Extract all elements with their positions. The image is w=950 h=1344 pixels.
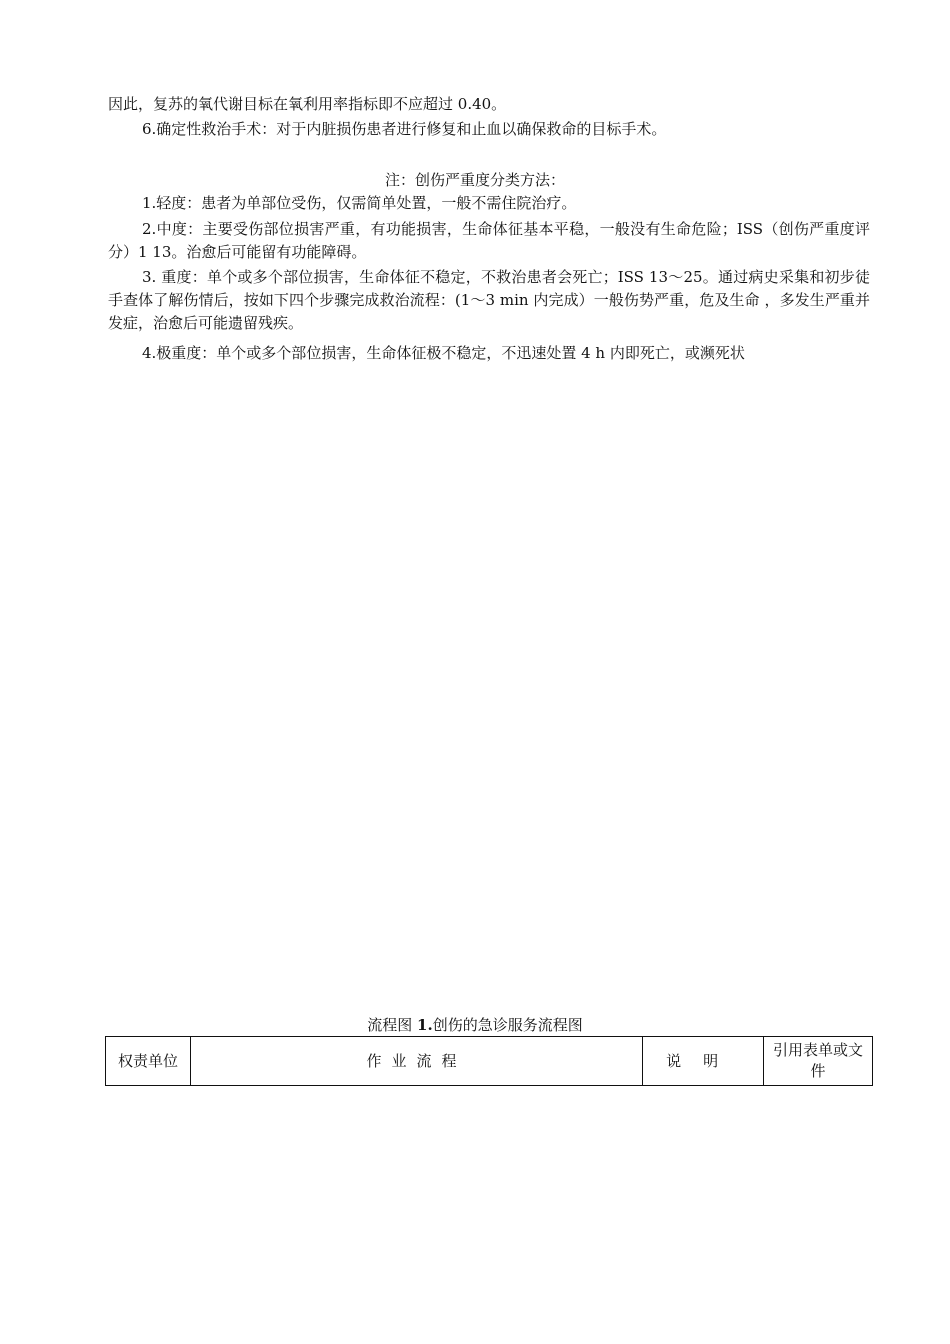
paragraph-definitive-surgery: 6.确定性救治手术：对于内脏损伤患者进行修复和止血以确保救命的目标手术。	[142, 120, 667, 138]
figure-caption	[0, 1015, 950, 1035]
header-referenced-forms: 引用表单或文件	[764, 1037, 873, 1086]
figure-caption-number: 1.	[417, 1016, 433, 1034]
figure-caption-title: 创伤的急诊服务流程图	[432, 1016, 583, 1034]
note-item-severe: 3. 重度：单个或多个部位损害，生命体征不稳定，不救治患者会死亡；ISS 13～25。通过病史采集和初步徒手查体了解伤情后，按如下四个步骤完成救治流程：(1～3 min 内完成）一般伤势严重，危及生命 ，多发生严重并发症，治愈后可能遗留残疾。	[108, 268, 870, 332]
note-item-mild: 1.轻度：患者为单部位受伤，仅需简单处置，一般不需住院治疗。	[142, 194, 577, 212]
figure-caption-prefix: 流程图	[367, 1016, 418, 1034]
note-heading: 注：创伤严重度分类方法：	[384, 171, 565, 189]
table-header-row	[106, 1037, 873, 1086]
note-item-moderate: 2.中度：主要受伤部位损害严重，有功能损害，生命体征基本平稳，一般没有生命危险；ISS（创伤严重度评分）1 13。治愈后可能留有功能障碍。	[108, 220, 870, 261]
note-item-critical: 4.极重度：单个或多个部位损害，生命体征极不稳定，不迅速处置 4 h 内即死亡，或濒死状	[142, 344, 745, 362]
flowchart-table	[105, 1036, 873, 1086]
header-responsible-unit: 权责单位	[106, 1037, 191, 1086]
header-description: 说明	[643, 1037, 764, 1086]
paragraph-resuscitation-target: 因此，复苏的氧代谢目标在氧利用率指标即不应超过 0.40。	[108, 95, 507, 113]
header-workflow: 作业流程	[190, 1037, 642, 1086]
